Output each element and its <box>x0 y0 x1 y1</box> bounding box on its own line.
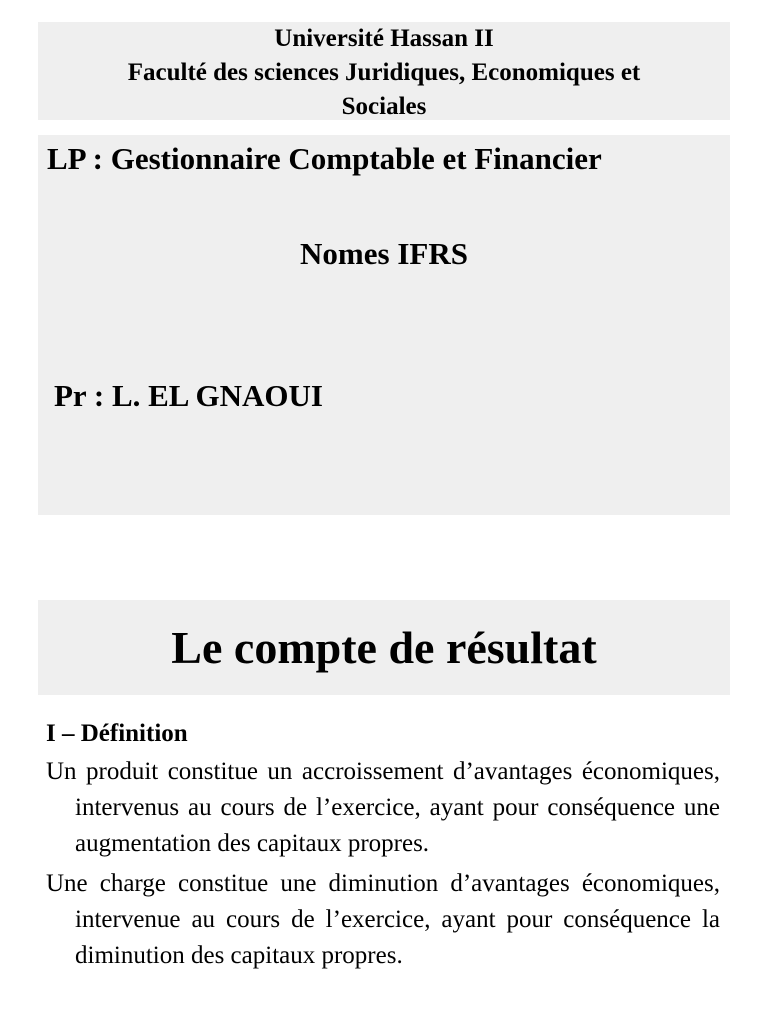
faculty-name-line2: Sociales <box>341 93 427 120</box>
section-title: Le compte de résultat <box>171 622 597 673</box>
definition-paragraph-charge: Une charge constitue une diminution d’avantages économiques, intervenue au cours de l’exercice, ayant pour conséquence la diminution des capitaux propres. <box>46 870 720 969</box>
section-content <box>46 716 720 978</box>
header-box <box>38 22 730 120</box>
section-title-box <box>38 600 730 695</box>
university-name: Université Hassan II <box>274 25 494 52</box>
course-title: Nomes IFRS <box>300 236 468 271</box>
program-title: LP : Gestionnaire Comptable et Financier <box>47 141 602 176</box>
definition-heading: I – Définition <box>46 720 188 747</box>
professor-name: Pr : L. EL GNAOUI <box>54 378 323 413</box>
faculty-name-line1: Faculté des sciences Juridiques, Economiques et <box>127 59 641 86</box>
cover-box <box>38 135 730 515</box>
definition-paragraph-produit: Un produit constitue un accroissement d’avantages économiques, intervenus au cours de l’exercice, ayant pour conséquence une augmentation des capitaux propres. <box>46 758 720 857</box>
